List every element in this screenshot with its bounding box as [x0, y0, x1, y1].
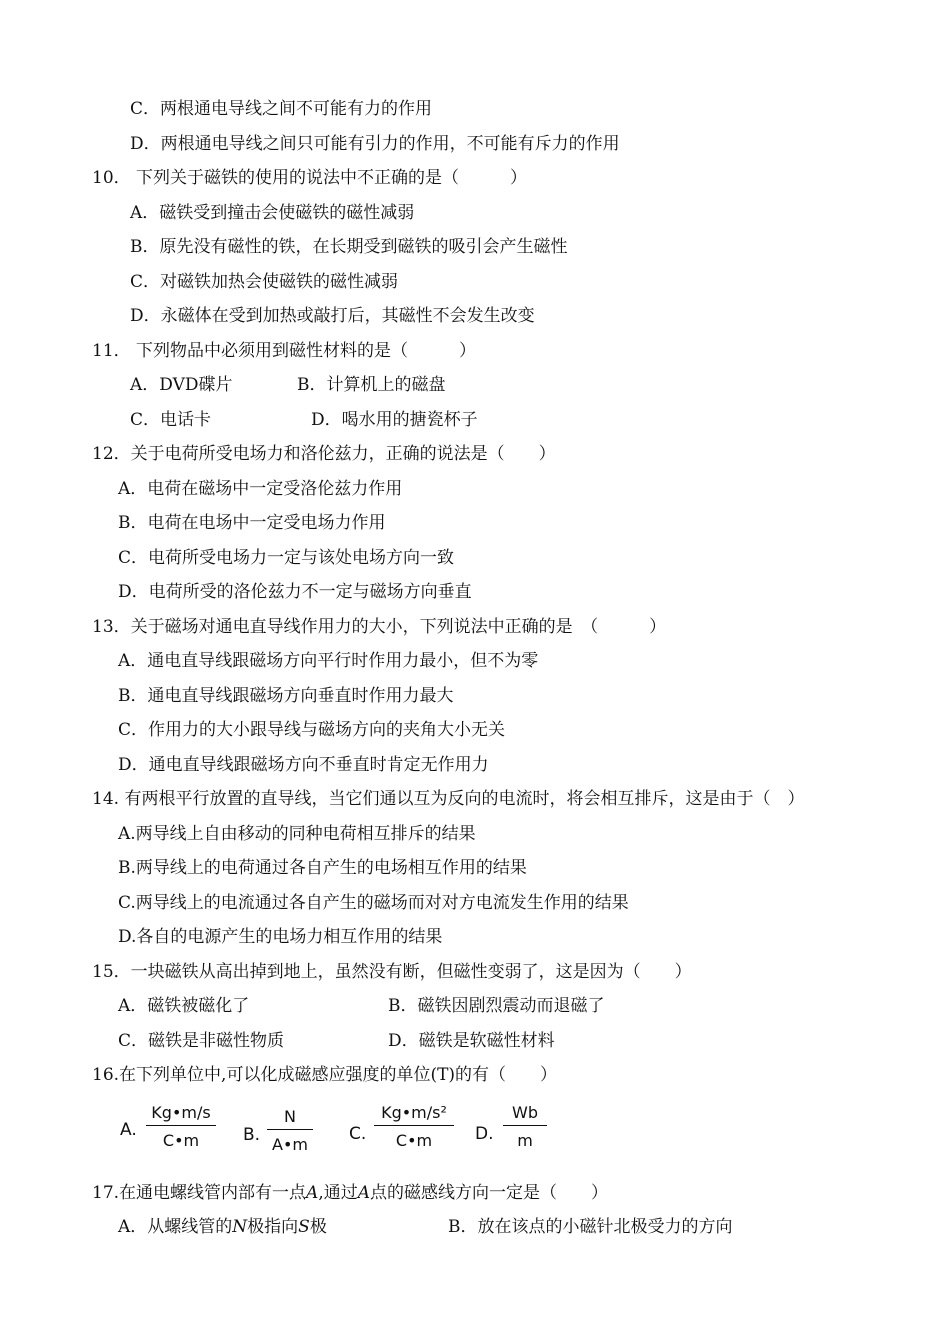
q16-option-b-numerator: N	[267, 1107, 313, 1130]
q14-stem: 14. 有两根平行放置的直导线，当它们通以互为反向的电流时，将会相互排斥，这是由于（ ）	[92, 789, 805, 809]
q10-stem: 10． 下列关于磁铁的使用的说法中不正确的是（ ）	[92, 168, 528, 188]
q10-option-d: D．永磁体在受到加热或敲打后，其磁性不会发生改变	[130, 306, 535, 326]
q16-option-d-label: D.	[475, 1124, 494, 1144]
q16-option-c-numerator: Kg•m/s²	[374, 1103, 454, 1126]
q16-option-c-denominator: C•m	[395, 1131, 433, 1150]
q12-stem: 12．关于电荷所受电场力和洛伦兹力，正确的说法是（ ）	[92, 444, 556, 464]
q15-stem: 15．一块磁铁从高出掉到地上，虽然没有断，但磁性变弱了，这是因为（ ）	[92, 962, 692, 982]
q11-option-b: B．计算机上的磁盘	[297, 375, 446, 395]
q13-option-d: D．通电直导线跟磁场方向不垂直时肯定无作用力	[118, 755, 489, 775]
q12-option-a: A．电荷在磁场中一定受洛伦兹力作用	[118, 479, 403, 499]
q17-option-a-pre: A．从螺线管的	[118, 1217, 233, 1237]
q16-option-b-denominator: A•m	[272, 1135, 308, 1154]
q12-option-d: D．电荷所受的洛伦兹力不一定与磁场方向垂直	[118, 582, 472, 602]
q15-option-c: C．磁铁是非磁性物质	[118, 1031, 285, 1051]
q16-option-b-fraction	[267, 1107, 313, 1154]
q16-stem: 16.在下列单位中,可以化成磁感应强度的单位(T)的有（ ）	[92, 1065, 558, 1085]
q12-option-b: B．电荷在电场中一定受电场力作用	[118, 513, 386, 533]
q16-option-a-label: A.	[120, 1120, 137, 1140]
q10-option-c: C．对磁铁加热会使磁铁的磁性减弱	[130, 272, 399, 292]
q17-stem-mid: ,通过	[318, 1183, 358, 1203]
q16-option-a-denominator: C•m	[162, 1131, 200, 1150]
q15-option-b: B．磁铁因剧烈震动而退磁了	[388, 996, 605, 1016]
q16-option-b-label: B.	[243, 1125, 261, 1145]
q16-option-a-numerator: Kg•m/s	[146, 1103, 216, 1126]
q16-option-c-label: C.	[349, 1124, 367, 1144]
q17-option-a	[118, 1216, 327, 1238]
q16-option-d-fraction	[503, 1103, 547, 1150]
q16-option-c-fraction	[374, 1103, 454, 1150]
q17-n-pole: N	[232, 1217, 248, 1237]
q11-option-a: A．DVD碟片	[130, 375, 233, 395]
q14-option-d: D.各自的电源产生的电场力相互作用的结果	[118, 927, 443, 947]
q10-option-a: A．磁铁受到撞击会使磁铁的磁性减弱	[130, 203, 415, 223]
q17-point-a: A	[306, 1183, 319, 1203]
q11-option-c: C．电话卡	[130, 410, 212, 430]
q10-option-b: B．原先没有磁性的铁，在长期受到磁铁的吸引会产生磁性	[130, 237, 568, 257]
q17-stem-post: 点的磁感线方向一定是（ ）	[370, 1183, 609, 1203]
q17-option-a-post: 极	[309, 1217, 327, 1237]
q9-option-d: D．两根通电导线之间只可能有引力的作用，不可能有斥力的作用	[130, 134, 620, 154]
q17-s-pole: S	[298, 1217, 310, 1237]
q13-option-a: A．通电直导线跟磁场方向平行时作用力最小，但不为零	[118, 651, 539, 671]
q12-option-c: C．电荷所受电场力一定与该处电场方向一致	[118, 548, 455, 568]
q14-option-c: C.两导线上的电流通过各自产生的磁场而对对方电流发生作用的结果	[118, 893, 629, 913]
q13-option-b: B．通电直导线跟磁场方向垂直时作用力最大	[118, 686, 454, 706]
q17-stem-pre: 17.在通电螺线管内部有一点	[92, 1183, 307, 1203]
q17-option-b: B．放在该点的小磁针北极受力的方向	[448, 1217, 733, 1237]
q15-option-d: D．磁铁是软磁性材料	[388, 1031, 555, 1051]
q14-option-a: A.两导线上自由移动的同种电荷相互排斥的结果	[118, 824, 476, 844]
q15-option-a: A．磁铁被磁化了	[118, 996, 250, 1016]
q16-option-d-denominator: m	[517, 1131, 533, 1150]
q17-point-a-2: A	[357, 1183, 371, 1203]
q17-option-a-mid: 极指向	[247, 1217, 299, 1237]
q16-option-d-numerator: Wb	[503, 1103, 547, 1126]
q17-stem	[92, 1182, 608, 1204]
q13-stem: 13．关于磁场对通电直导线作用力的大小，下列说法中正确的是 （ ）	[92, 617, 667, 637]
q11-stem: 11． 下列物品中必须用到磁性材料的是（ ）	[92, 341, 477, 361]
q14-option-b: B.两导线上的电荷通过各自产生的电场相互作用的结果	[118, 858, 527, 878]
q9-option-c: C．两根通电导线之间不可能有力的作用	[130, 99, 433, 119]
q13-option-c: C．作用力的大小跟导线与磁场方向的夹角大小无关	[118, 720, 506, 740]
q16-option-a-fraction	[146, 1103, 216, 1150]
q11-option-d: D．喝水用的搪瓷杯子	[311, 410, 478, 430]
